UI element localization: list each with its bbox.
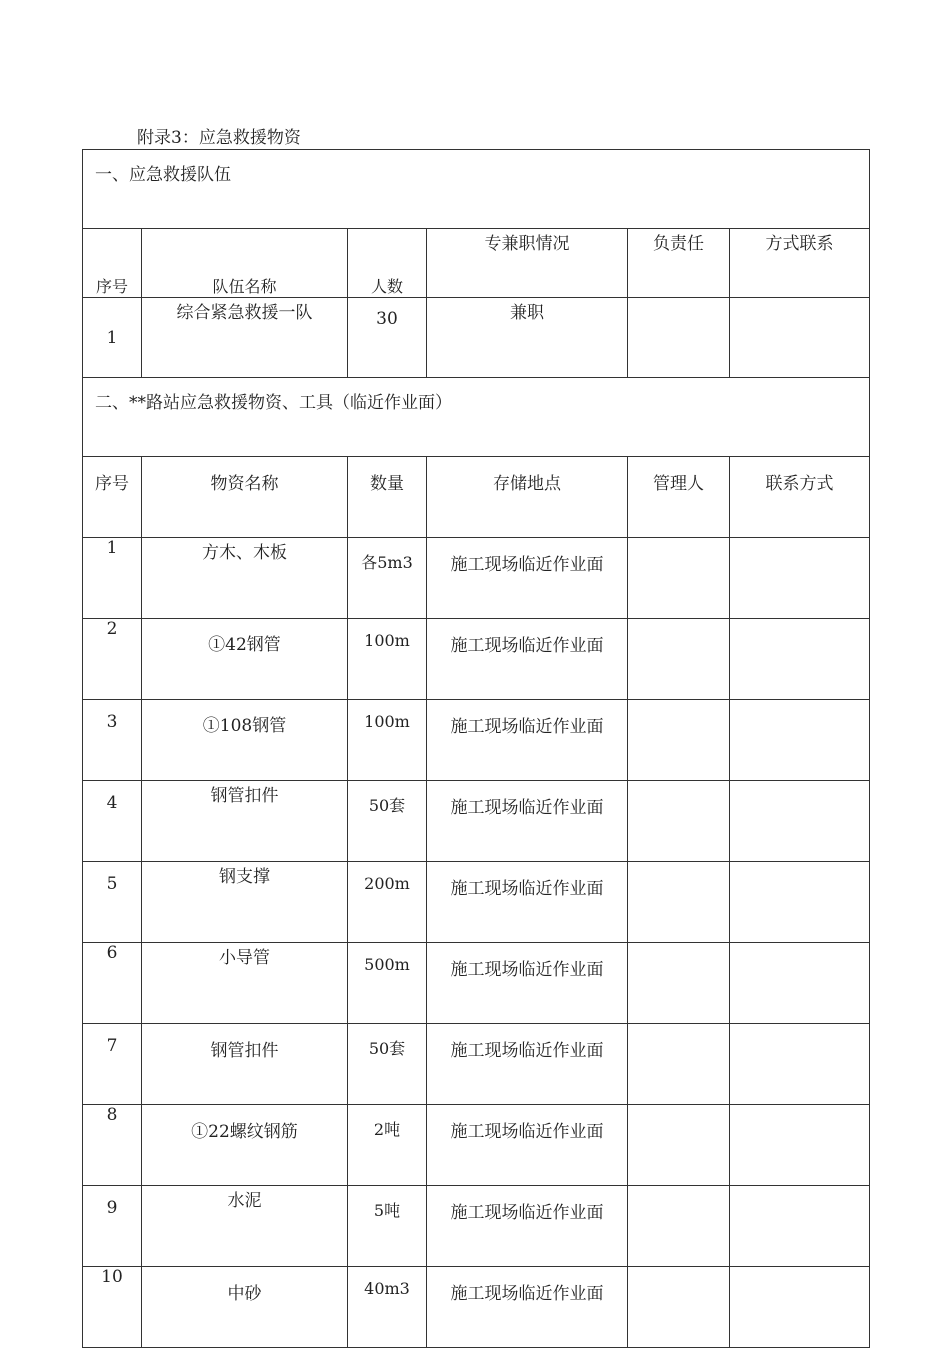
header-cell: 序号 [83,457,142,538]
cell-qty: 500m [348,943,427,1024]
cell-manager [628,1267,730,1348]
cell-place: 施工现场临近作业面 [427,862,628,943]
cell-contact [730,298,870,378]
table-row [83,781,870,862]
cell-contact [730,1105,870,1186]
cell-place: 施工现场临近作业面 [427,1186,628,1267]
cell-item-name: ①42钢管 [142,619,348,700]
cell-item-name: 钢管扣件 [142,781,348,862]
cell-qty: 100m [348,700,427,781]
cell-item-name: ①108钢管 [142,700,348,781]
cell-item-name: ①22螺纹钢筋 [142,1105,348,1186]
cell-item-name: 钢支撑 [142,862,348,943]
cell-contact [730,1267,870,1348]
cell-manager [628,700,730,781]
cell-manager [628,1105,730,1186]
cell-no: 1 [83,298,142,378]
cell-place: 施工现场临近作业面 [427,1267,628,1348]
cell-no: 3 [83,700,142,781]
emergency-supplies-table [82,149,870,1348]
cell-place: 施工现场临近作业面 [427,700,628,781]
table-row [83,862,870,943]
cell-manager [628,619,730,700]
table-row [83,1267,870,1348]
cell-manager [628,943,730,1024]
table-row [83,943,870,1024]
cell-place: 施工现场临近作业面 [427,619,628,700]
cell-contact [730,538,870,619]
cell-no: 9 [83,1186,142,1267]
cell-place: 施工现场临近作业面 [427,943,628,1024]
table-row [83,1186,870,1267]
header-cell: 联系方式 [730,457,870,538]
cell-no: 5 [83,862,142,943]
cell-item-name: 小导管 [142,943,348,1024]
cell-contact [730,781,870,862]
cell-no: 8 [83,1105,142,1186]
cell-qty: 50套 [348,781,427,862]
header-cell: 序号 [83,229,142,298]
cell-no: 2 [83,619,142,700]
page-heading: 附录3：应急救援物资 [137,128,301,148]
section-title: 一、应急救援队伍 [83,150,870,229]
cell-qty: 各5m3 [348,538,427,619]
header-cell: 专兼职情况 [427,229,628,298]
table-row [83,298,870,378]
header-cell: 存储地点 [427,457,628,538]
header-cell: 物资名称 [142,457,348,538]
cell-contact [730,619,870,700]
table-row [83,1105,870,1186]
table-header-row [83,229,870,298]
header-cell: 管理人 [628,457,730,538]
header-cell: 数量 [348,457,427,538]
cell-qty: 2吨 [348,1105,427,1186]
table-header-row [83,457,870,538]
cell-no: 1 [83,538,142,619]
cell-no: 7 [83,1024,142,1105]
cell-place: 施工现场临近作业面 [427,781,628,862]
cell-contact [730,700,870,781]
cell-team-name: 综合紧急救援一队 [142,298,348,378]
section-title-row [83,150,870,229]
header-cell: 队伍名称 [142,229,348,298]
header-cell: 方式联系 [730,229,870,298]
cell-manager [628,1186,730,1267]
cell-manager [628,538,730,619]
cell-no: 6 [83,943,142,1024]
table-row [83,538,870,619]
cell-qty: 50套 [348,1024,427,1105]
cell-contact [730,1186,870,1267]
cell-item-name: 钢管扣件 [142,1024,348,1105]
cell-manager [628,781,730,862]
section-title-row [83,378,870,457]
cell-contact [730,1024,870,1105]
cell-place: 施工现场临近作业面 [427,1024,628,1105]
cell-qty: 100m [348,619,427,700]
cell-qty: 200m [348,862,427,943]
cell-place: 施工现场临近作业面 [427,1105,628,1186]
cell-item-name: 方木、木板 [142,538,348,619]
cell-contact [730,943,870,1024]
section-title: 二、**路站应急救援物资、工具（临近作业面） [83,378,870,457]
cell-place: 施工现场临近作业面 [427,538,628,619]
cell-manager [628,1024,730,1105]
cell-no: 10 [83,1267,142,1348]
header-cell: 人数 [348,229,427,298]
cell-manager [628,862,730,943]
table-row [83,619,870,700]
cell-item-name: 中砂 [142,1267,348,1348]
cell-duty-type: 兼职 [427,298,628,378]
table-row [83,1024,870,1105]
cell-count: 30 [348,298,427,378]
cell-qty: 5吨 [348,1186,427,1267]
cell-contact [730,862,870,943]
cell-person [628,298,730,378]
cell-qty: 40m3 [348,1267,427,1348]
cell-item-name: 水泥 [142,1186,348,1267]
table-row [83,700,870,781]
header-cell: 负责任 [628,229,730,298]
cell-no: 4 [83,781,142,862]
